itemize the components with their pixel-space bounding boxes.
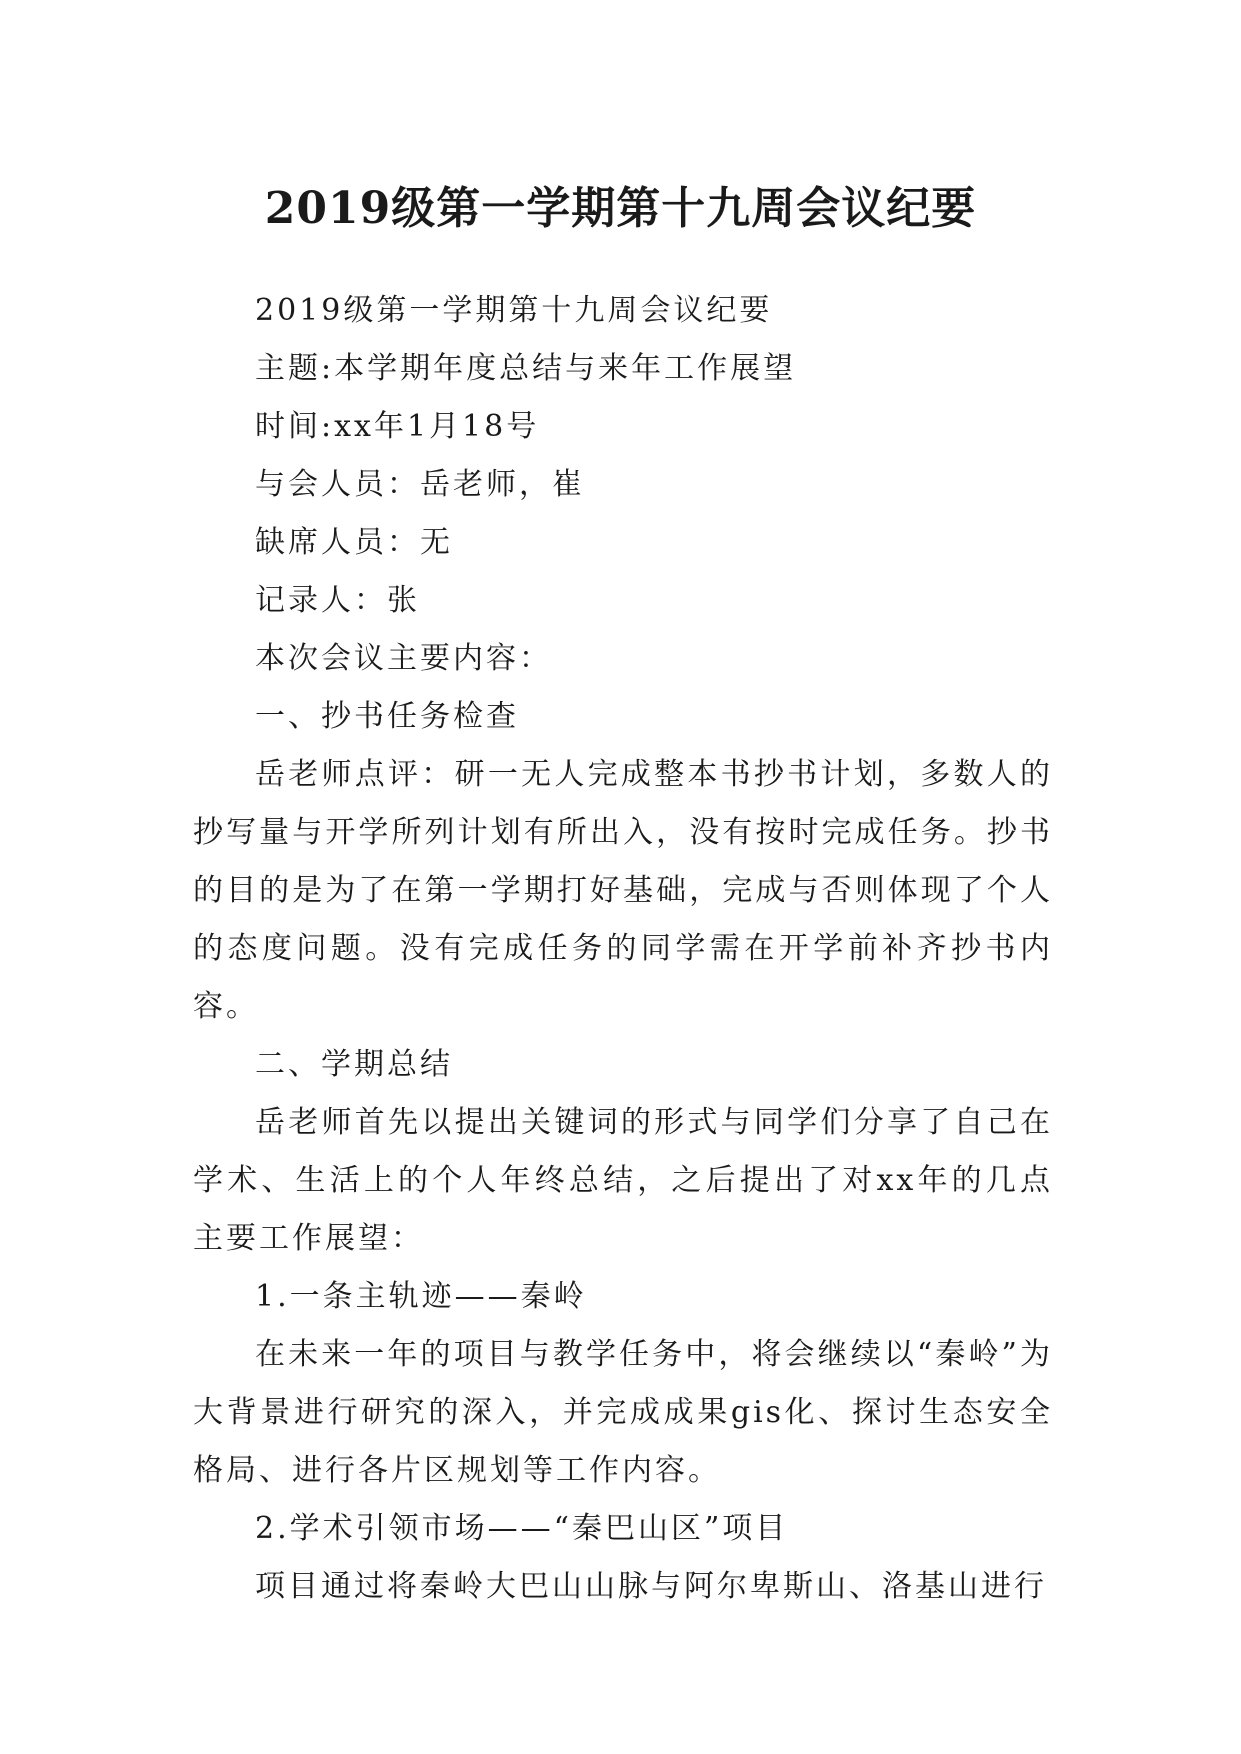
document-body	[193, 282, 1053, 1616]
paragraph-qinling: 在未来一年的项目与教学任务中，将会继续以“秦岭”为大背景进行研究的深入，并完成成果gis化、探讨生态安全格局、进行各片区规划等工作内容。	[193, 1337, 1053, 1488]
paragraph-heading-repeat: 2019级第一学期第十九周会议纪要	[255, 293, 773, 328]
section-heading-semester-summary: 二、学期总结	[255, 1047, 453, 1082]
document-title: 2019级第一学期第十九周会议纪要	[264, 183, 977, 235]
paragraph-recorder: 记录人：张	[255, 583, 420, 618]
section-heading-copy-task: 一、抄书任务检查	[255, 699, 519, 734]
paragraph-attendees: 与会人员：岳老师，崔	[255, 467, 585, 502]
paragraph-main-content-label: 本次会议主要内容：	[255, 641, 552, 676]
paragraph-topic: 主题:本学期年度总结与来年工作展望	[255, 351, 797, 386]
paragraph-qinba-project: 项目通过将秦岭大巴山山脉与阿尔卑斯山、洛基山进行	[255, 1569, 1047, 1604]
paragraph-absentees: 缺席人员：无	[255, 525, 453, 560]
paragraph-copy-task-review: 岳老师点评：研一无人完成整本书抄书计划，多数人的抄写量与开学所列计划有所出入，没有按时完成任务。抄书的目的是为了在第一学期打好基础，完成与否则体现了个人的态度问题。没有完成任务的同学需在开学前补齐抄书内容。	[193, 757, 1053, 1024]
paragraph-time: 时间:xx年1月18号	[255, 409, 540, 444]
subheading-qinling: 1.一条主轨迹——秦岭	[255, 1279, 587, 1314]
subheading-qinba-project: 2.学术引领市场——“秦巴山区”项目	[255, 1511, 789, 1546]
paragraph-semester-summary: 岳老师首先以提出关键词的形式与同学们分享了自己在学术、生活上的个人年终总结，之后提出了对xx年的几点主要工作展望：	[193, 1105, 1053, 1256]
